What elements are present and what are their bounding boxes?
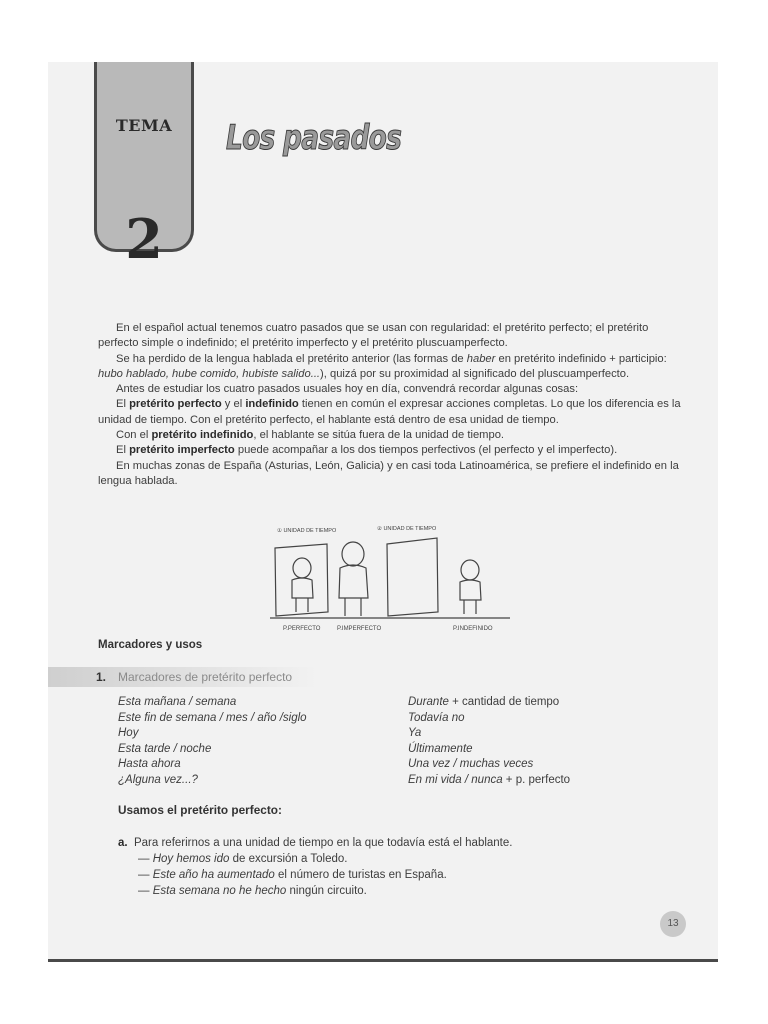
intro-paragraph-5: Con el pretérito indefinido, el hablante se sitúa fuera de la unidad de tiempo.	[116, 429, 505, 442]
caption-imperfecto: P.IMPERFECTO	[337, 626, 382, 632]
example-item: — Hoy hemos ido de excursión a Toledo.	[138, 853, 348, 865]
marker-item: Durante + cantidad de tiempo	[408, 696, 560, 708]
intro-paragraph-4: El pretérito perfecto y el indefinido tienen en común el expresar acciones completas. Lo que los diferencia es la unidad de tiempo. Con el pretérito perfecto, el hablante está dentro de esa unidad de tiempo.	[98, 398, 681, 426]
usage-list-a	[118, 835, 512, 899]
marker-item: Ya	[408, 727, 422, 739]
timeline-cartoon-illustration	[265, 520, 515, 638]
frame-label-1: ① UNIDAD DE TIEMPO	[277, 528, 337, 534]
intro-paragraph-1: En el español actual tenemos cuatro pasados que se usan con regularidad: el pretérito perfecto; el pretérito perfecto simple o indefinido; el pretérito imperfecto y el pretérito pluscuamperfecto.	[98, 322, 649, 350]
example-item: — Este año ha aumentado el número de turistas en España.	[138, 869, 447, 881]
marker-item: Esta tarde / noche	[118, 742, 212, 755]
subsection-title: Marcadores de pretérito perfecto	[118, 670, 293, 684]
marker-item: Últimamente	[408, 742, 473, 755]
markers-left-column	[118, 695, 307, 788]
marker-item: Todavía no	[408, 711, 465, 724]
intro-paragraph-3: Antes de estudiar los cuatro pasados usuales hoy en día, convendrá recordar algunas cosas:	[116, 383, 579, 396]
intro-text	[98, 321, 690, 489]
subsection-number: 1.	[96, 670, 107, 684]
usage-a-item: a. Para referirnos a una unidad de tiempo en la que todavía está el hablante.	[118, 837, 513, 849]
caption-indefinido: P.INDEFINIDO	[453, 626, 493, 632]
caption-perfecto: P.PERFECTO	[283, 626, 321, 632]
frame-label-2: ② UNIDAD DE TIEMPO	[377, 526, 437, 532]
marker-item: Una vez / muchas veces	[408, 758, 534, 770]
example-item: — Esta semana no he hecho ningún circuito.	[138, 885, 367, 897]
section-heading: Marcadores y usos	[98, 639, 203, 651]
marker-item: Este fin de semana / mes / año /siglo	[118, 711, 307, 724]
intro-paragraph-6: El pretérito imperfecto puede acompañar a los dos tiempos perfectivos (el perfecto y el imperfecto).	[116, 444, 618, 457]
marker-item: Esta mañana / semana	[118, 696, 237, 708]
chapter-tab	[94, 62, 194, 271]
marker-item: En mi vida / nunca + p. perfecto	[408, 773, 571, 786]
page-number: 13	[660, 911, 686, 937]
markers-right-column	[408, 695, 570, 788]
intro-paragraph-7: En muchas zonas de España (Asturias, León, Galicia) y en casi toda Latinoamérica, se prefiere el indefinido en la lengua hablada.	[98, 459, 679, 487]
marker-item: Hoy	[118, 727, 139, 739]
marker-item: ¿Alguna vez...?	[118, 773, 198, 786]
chapter-label: TEMA	[115, 116, 173, 135]
chapter-number: 2	[125, 207, 163, 271]
page-title: Los pasados	[226, 118, 402, 158]
usage-heading: Usamos el pretérito perfecto:	[118, 803, 282, 817]
intro-paragraph-2: Se ha perdido de la lengua hablada el pretérito anterior (las formas de haber en pretérito indefinido + participio: hubo hablado, hube comido, hubiste salido...), quizá por su proximidad al significado del pluscuamperfecto.	[98, 352, 667, 380]
marker-item: Hasta ahora	[118, 758, 181, 770]
